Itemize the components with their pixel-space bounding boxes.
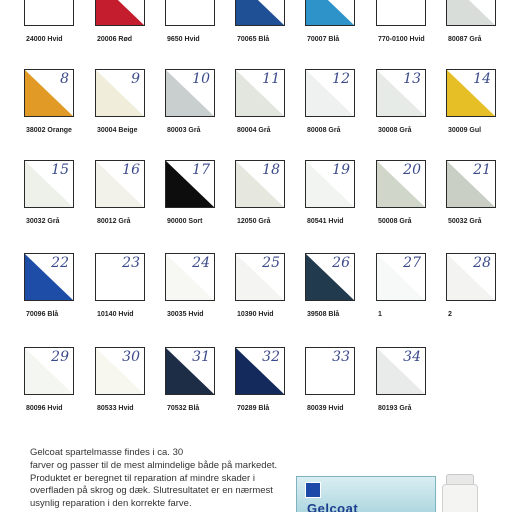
swatch-fill bbox=[25, 0, 74, 26]
swatch-number: 10 bbox=[192, 71, 210, 87]
color-swatch bbox=[376, 347, 426, 395]
swatch-number: 22 bbox=[51, 255, 69, 271]
swatch-number: 28 bbox=[473, 255, 491, 271]
color-swatch bbox=[376, 253, 426, 301]
product-photo bbox=[296, 468, 512, 512]
swatch-code-label: 80096 Hvid bbox=[26, 405, 63, 412]
color-swatch bbox=[95, 347, 145, 395]
swatch-code-label: 70532 Blå bbox=[167, 405, 200, 412]
swatch-code-label: 80193 Grå bbox=[378, 405, 412, 412]
swatch-code-label: 80008 Grå bbox=[307, 127, 341, 134]
swatch-number: 33 bbox=[332, 349, 350, 365]
product-description bbox=[30, 447, 310, 511]
swatch-code-label: 80039 Hvid bbox=[307, 405, 344, 412]
swatch-code-label: 70065 Blå bbox=[237, 36, 270, 43]
color-swatch bbox=[305, 160, 355, 208]
swatch-color-triangle bbox=[236, 0, 285, 26]
color-swatch bbox=[24, 253, 74, 301]
description-line: Gelcoat spartelmasse findes i ca. 30 bbox=[30, 447, 184, 458]
swatch-code-label: 80087 Grå bbox=[448, 36, 482, 43]
swatch-code-label: 770-0100 Hvid bbox=[378, 36, 425, 43]
swatch-code-label: 80012 Grå bbox=[97, 218, 131, 225]
swatch-number: 30 bbox=[122, 349, 140, 365]
color-swatch bbox=[24, 160, 74, 208]
swatch-code-label: 50032 Grå bbox=[448, 218, 482, 225]
color-swatch bbox=[165, 160, 215, 208]
color-swatch bbox=[24, 69, 74, 117]
swatch-fill bbox=[306, 0, 355, 26]
color-swatch bbox=[305, 347, 355, 395]
color-swatch bbox=[235, 0, 285, 26]
color-swatch bbox=[95, 160, 145, 208]
swatch-number: 32 bbox=[262, 349, 280, 365]
product-box-label: Gelcoat bbox=[307, 501, 359, 512]
swatch-code-label: 80003 Grå bbox=[167, 127, 201, 134]
swatch-number: 13 bbox=[403, 71, 421, 87]
description-line: Produktet er beregnet til reparation af mindre skader i bbox=[30, 472, 255, 484]
color-swatch bbox=[235, 253, 285, 301]
swatch-number: 12 bbox=[332, 71, 350, 87]
swatch-fill bbox=[236, 0, 285, 26]
color-swatch bbox=[24, 0, 74, 26]
color-swatch bbox=[446, 160, 496, 208]
swatch-number: 34 bbox=[403, 349, 421, 365]
swatch-color-triangle bbox=[377, 0, 426, 26]
color-swatch bbox=[165, 0, 215, 26]
swatch-number: 23 bbox=[122, 255, 140, 271]
swatch-number: 16 bbox=[122, 162, 140, 178]
swatch-code-label: 90000 Sort bbox=[167, 218, 203, 225]
color-swatch bbox=[446, 253, 496, 301]
swatch-code-label: 38002 Orange bbox=[26, 127, 72, 134]
swatch-number: 18 bbox=[262, 162, 280, 178]
swatch-code-label: 70289 Blå bbox=[237, 405, 270, 412]
swatch-number: 17 bbox=[192, 162, 210, 178]
color-swatch bbox=[24, 347, 74, 395]
color-swatch bbox=[235, 69, 285, 117]
swatch-color-triangle bbox=[166, 0, 215, 26]
color-swatch bbox=[165, 69, 215, 117]
swatch-code-label: 30004 Beige bbox=[97, 127, 138, 134]
color-swatch bbox=[376, 160, 426, 208]
color-swatch bbox=[165, 253, 215, 301]
product-bottle bbox=[442, 484, 478, 512]
swatch-number: 19 bbox=[332, 162, 350, 178]
swatch-number: 27 bbox=[403, 255, 421, 271]
swatch-code-label: 80004 Grå bbox=[237, 127, 271, 134]
swatch-code-label: 39508 Blå bbox=[307, 311, 340, 318]
swatch-code-label: 9650 Hvid bbox=[167, 36, 200, 43]
swatch-code-label: 24000 Hvid bbox=[26, 36, 63, 43]
swatch-code-label: 10390 Hvid bbox=[237, 311, 274, 318]
swatch-number: 25 bbox=[262, 255, 280, 271]
color-swatch bbox=[235, 347, 285, 395]
swatch-fill bbox=[377, 0, 426, 26]
color-swatch bbox=[446, 0, 496, 26]
swatch-code-label: 12050 Grå bbox=[237, 218, 271, 225]
brand-logo-icon bbox=[305, 482, 321, 498]
swatch-code-label: 20006 Rød bbox=[97, 36, 133, 43]
swatch-color-triangle bbox=[25, 0, 74, 26]
swatch-code-label: 30032 Grå bbox=[26, 218, 60, 225]
color-swatch bbox=[165, 347, 215, 395]
color-swatch bbox=[446, 69, 496, 117]
swatch-fill bbox=[166, 0, 215, 26]
color-swatch bbox=[95, 69, 145, 117]
swatch-number: 21 bbox=[473, 162, 491, 178]
swatch-code-label: 80541 Hvid bbox=[307, 218, 344, 225]
color-swatch bbox=[376, 0, 426, 26]
color-swatch bbox=[95, 0, 145, 26]
swatch-number: 20 bbox=[403, 162, 421, 178]
color-swatch bbox=[305, 0, 355, 26]
swatch-code-label: 10140 Hvid bbox=[97, 311, 134, 318]
description-line: overfladen på skrog og dæk. Slutresultatet er en nærmest bbox=[30, 485, 273, 497]
swatch-fill bbox=[96, 0, 145, 26]
swatch-number: 8 bbox=[60, 71, 69, 87]
swatch-number: 24 bbox=[192, 255, 210, 271]
swatch-number: 31 bbox=[192, 349, 210, 365]
description-line: usynlig reparation i den korrekte farve. bbox=[30, 498, 192, 510]
swatch-number: 29 bbox=[51, 349, 69, 365]
swatch-code-label: 30008 Grå bbox=[378, 127, 412, 134]
swatch-color-triangle bbox=[96, 0, 145, 26]
swatch-code-label: 80533 Hvid bbox=[97, 405, 134, 412]
swatch-number: 14 bbox=[473, 71, 491, 87]
product-box bbox=[296, 476, 436, 512]
swatch-number: 26 bbox=[332, 255, 350, 271]
color-swatch bbox=[305, 69, 355, 117]
swatch-code-label: 70007 Blå bbox=[307, 36, 340, 43]
swatch-code-label: 1 bbox=[378, 311, 382, 318]
swatch-number: 15 bbox=[51, 162, 69, 178]
swatch-number: 9 bbox=[131, 71, 140, 87]
color-swatch bbox=[305, 253, 355, 301]
swatch-code-label: 30035 Hvid bbox=[167, 311, 204, 318]
swatch-code-label: 50008 Grå bbox=[378, 218, 412, 225]
swatch-code-label: 70096 Blå bbox=[26, 311, 59, 318]
swatch-number: 11 bbox=[262, 71, 280, 87]
color-swatch bbox=[376, 69, 426, 117]
swatch-code-label: 2 bbox=[448, 311, 452, 318]
color-swatch bbox=[235, 160, 285, 208]
swatch-code-label: 30009 Gul bbox=[448, 127, 482, 134]
color-swatch bbox=[95, 253, 145, 301]
swatch-color-triangle bbox=[447, 0, 496, 26]
swatch-fill bbox=[447, 0, 496, 26]
description-line: farver og passer til de mest almindelige både på markedet. bbox=[30, 459, 278, 471]
swatch-color-triangle bbox=[306, 0, 355, 26]
